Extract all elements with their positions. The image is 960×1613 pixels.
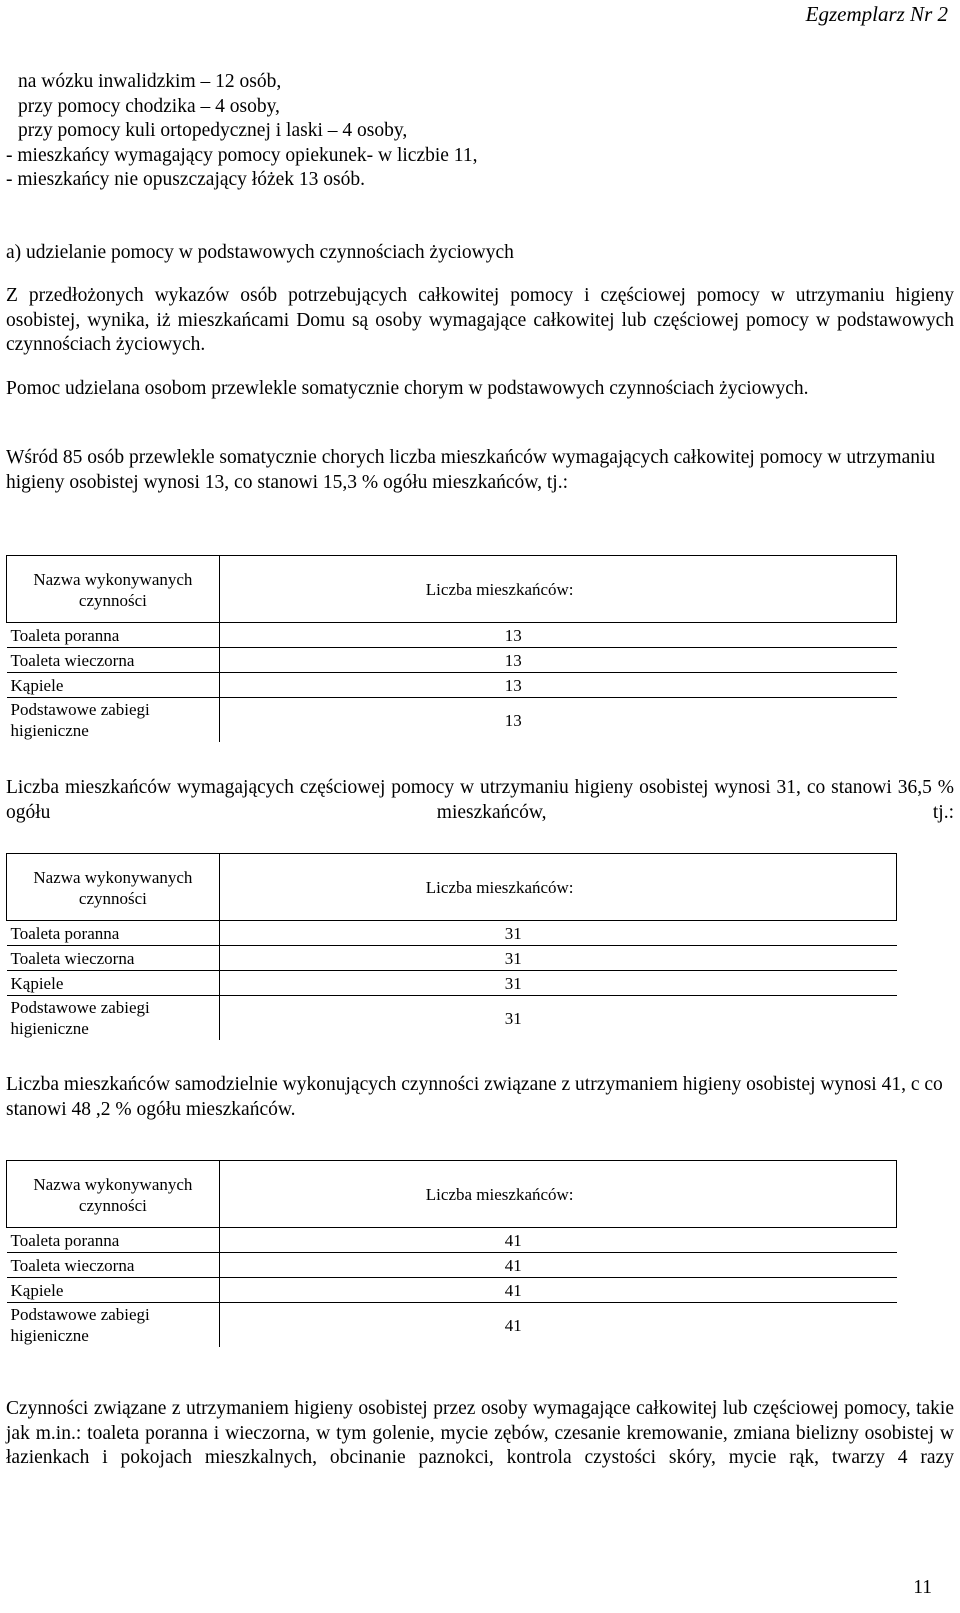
paragraph-wykazy: Z przedłożonych wykazów osób potrzebujących całkowitej pomocy i częściowej pomocy w utrzymaniu higieny osobistej, wynika, iż mieszkańcami Domu są osoby wymagające całkowitej lub częściowej pomocy w podstawowych czynnościach życiowych. [6, 285, 954, 355]
table-row [7, 698, 897, 743]
table-cell-count: 31 [219, 996, 896, 1041]
table-header-count: Liczba mieszkańców: [219, 1161, 896, 1228]
section-heading: a) udzielanie pomocy w podstawowych czynnościach życiowych [6, 242, 514, 263]
table-cell-count: 13 [219, 648, 896, 673]
table-cell-count: 41 [219, 1278, 896, 1303]
paragraph-pomoc: Pomoc udzielana osobom przewlekle somatycznie chorym w podstawowych czynnościach życiowych. [6, 378, 809, 399]
table-header-activity: Nazwa wykonywanych czynności [7, 556, 220, 623]
table-cell-count: 31 [219, 946, 896, 971]
table-row [7, 623, 897, 648]
paragraph-czesciowa: Liczba mieszkańców wymagających częściowej pomocy w utrzymaniu higieny osobistej wynosi 31, co stanowi 36,5 % ogółu mieszkańców, tj.: [6, 777, 954, 823]
table-cell-activity: Kąpiele [7, 1278, 220, 1303]
table-cell-activity: Podstawowe zabiegi higieniczne [7, 1303, 220, 1348]
list-item: przy pomocy chodzika – 4 osoby, [18, 95, 280, 117]
table-cell-activity: Podstawowe zabiegi higieniczne [7, 698, 220, 743]
table-cell-count: 13 [219, 623, 896, 648]
table-cell-activity: Kąpiele [7, 971, 220, 996]
table-cell-activity: Toaleta wieczorna [7, 1253, 220, 1278]
table-row [7, 946, 897, 971]
table-cell-count: 13 [219, 673, 896, 698]
table-row [7, 921, 897, 946]
table-full-help [6, 555, 897, 742]
table-cell-count: 41 [219, 1228, 896, 1253]
table-row [7, 971, 897, 996]
table-row [7, 1228, 897, 1253]
table-cell-activity: Toaleta poranna [7, 623, 220, 648]
table-cell-activity: Toaleta poranna [7, 1228, 220, 1253]
list-item: przy pomocy kuli ortopedycznej i laski – 4 osoby, [18, 120, 408, 141]
table-header-activity: Nazwa wykonywanych czynności [7, 1161, 220, 1228]
table-cell-count: 13 [219, 698, 896, 743]
table-row [7, 648, 897, 673]
table-independent [6, 1160, 897, 1347]
paragraph-samodzielni: Liczba mieszkańców samodzielnie wykonujących czynności związane z utrzymaniem higieny osobistej wynosi 41, c co stanowi 48 ,2 % ogółu mieszkańców. [6, 1074, 943, 1120]
paragraph-czynnosci: Czynności związane z utrzymaniem higieny osobistej przez osoby wymagające całkowitej lub częściowej pomocy, takie jak m.in.: toaleta poranna i wieczorna, w tym golenie, mycie zębów, czesanie kremowanie, zmiana bielizny osobistej w łazienkach i pokojach mieszkalnych, obcinanie paznokci, kontrola czystości skóry, mycie rąk, twarzy 4 razy [6, 1398, 954, 1468]
list-item: na wózku inwalidzkim – 12 osób, [18, 71, 282, 92]
intro-list [6, 70, 477, 193]
table-cell-count: 31 [219, 921, 896, 946]
list-item: - mieszkańcy wymagający pomocy opiekunek- w liczbie 11, [6, 144, 478, 166]
table-cell-activity: Podstawowe zabiegi higieniczne [7, 996, 220, 1041]
table-cell-count: 41 [219, 1303, 896, 1348]
list-item: - mieszkańcy nie opuszczający łóżek 13 osób. [6, 169, 365, 190]
table-partial-help [6, 853, 897, 1040]
table-cell-activity: Toaleta wieczorna [7, 648, 220, 673]
table-row [7, 1253, 897, 1278]
table-row [7, 1278, 897, 1303]
table-row [7, 996, 897, 1041]
page-number: 11 [913, 1577, 932, 1598]
table-row [7, 673, 897, 698]
table-header-activity: Nazwa wykonywanych czynności [7, 854, 220, 921]
table-cell-count: 41 [219, 1253, 896, 1278]
table-row [7, 1303, 897, 1348]
copy-number-label: Egzemplarz Nr 2 [805, 2, 948, 26]
paragraph-calkowita: Wśród 85 osób przewlekle somatycznie chorych liczba mieszkańców wymagających całkowitej pomocy w utrzymaniu higieny osobistej wynosi 13, co stanowi 15,3 % ogółu mieszkańców, tj.: [6, 447, 936, 493]
table-cell-activity: Kąpiele [7, 673, 220, 698]
table-header-count: Liczba mieszkańców: [219, 854, 896, 921]
table-cell-count: 31 [219, 971, 896, 996]
table-cell-activity: Toaleta poranna [7, 921, 220, 946]
table-cell-activity: Toaleta wieczorna [7, 946, 220, 971]
table-header-count: Liczba mieszkańców: [219, 556, 896, 623]
